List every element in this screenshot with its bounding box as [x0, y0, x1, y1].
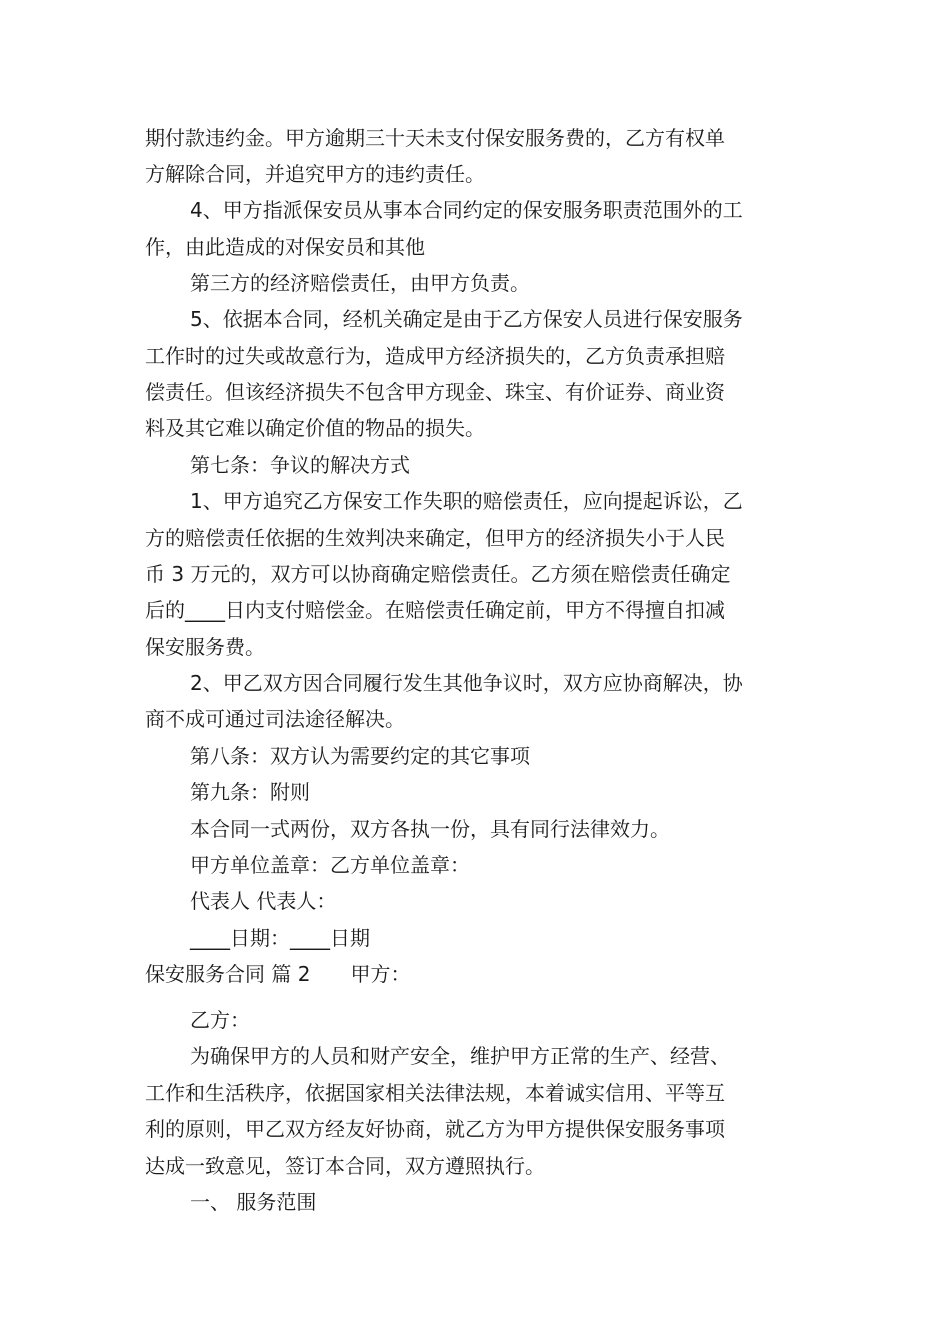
- signature-line: ____日期：____日期: [190, 926, 370, 950]
- paragraph-line: 第三方的经济赔偿责任，由甲方负责。: [190, 271, 530, 295]
- signature-line: 甲方单位盖章：乙方单位盖章：: [190, 853, 470, 877]
- paragraph-line: 工作和生活秩序，依据国家相关法律法规，本着诚实信用、平等互: [145, 1081, 725, 1105]
- paragraph-line: 偿责任。但该经济损失不包含甲方现金、珠宝、有价证券、商业资: [145, 380, 725, 404]
- paragraph-line: 方的赔偿责任依据的生效判决来确定，但甲方的经济损失小于人民: [145, 526, 725, 550]
- paragraph-line: 工作时的过失或故意行为，造成甲方经济损失的，乙方负责承担赔: [145, 344, 725, 368]
- paragraph-line: 4、甲方指派保安员从事本合同约定的保安服务职责范围外的工: [190, 198, 743, 222]
- paragraph-line: 币 3 万元的，双方可以协商确定赔偿责任。乙方须在赔偿责任确定: [145, 562, 731, 586]
- section-heading: 第七条：争议的解决方式: [190, 453, 410, 477]
- contract-title: 保安服务合同 篇 2 甲方：: [145, 962, 411, 986]
- paragraph-line: 后的____日内支付赔偿金。在赔偿责任确定前，甲方不得擅自扣减: [145, 598, 725, 622]
- paragraph-line: 为确保甲方的人员和财产安全，维护甲方正常的生产、经营、: [190, 1044, 730, 1068]
- paragraph-line: 料及其它难以确定价值的物品的损失。: [145, 416, 485, 440]
- party-line: 乙方：: [190, 1008, 250, 1032]
- paragraph-line: 保安服务费。: [145, 635, 265, 659]
- paragraph-line: 方解除合同，并追究甲方的违约责任。: [145, 162, 485, 186]
- signature-line: 代表人 代表人：: [190, 889, 337, 913]
- paragraph-line: 商不成可通过司法途径解决。: [145, 707, 405, 731]
- section-heading: 第八条：双方认为需要约定的其它事项: [190, 744, 530, 768]
- paragraph-line: 1、甲方追究乙方保安工作失职的赔偿责任，应向提起诉讼，乙: [190, 489, 743, 513]
- paragraph-line: 作，由此造成的对保安员和其他: [145, 235, 425, 259]
- section-heading: 一、 服务范围: [190, 1190, 317, 1214]
- paragraph-line: 期付款违约金。甲方逾期三十天未支付保安服务费的，乙方有权单: [145, 126, 725, 150]
- paragraph-line: 5、依据本合同，经机关确定是由于乙方保安人员进行保安服务: [190, 307, 743, 331]
- paragraph-line: 达成一致意见，签订本合同，双方遵照执行。: [145, 1154, 545, 1178]
- paragraph-line: 利的原则，甲乙双方经友好协商，就乙方为甲方提供保安服务事项: [145, 1117, 725, 1141]
- paragraph-line: 2、甲乙双方因合同履行发生其他争议时，双方应协商解决，协: [190, 671, 743, 695]
- section-heading: 第九条：附则: [190, 780, 310, 804]
- paragraph-line: 本合同一式两份，双方各执一份，具有同行法律效力。: [190, 817, 670, 841]
